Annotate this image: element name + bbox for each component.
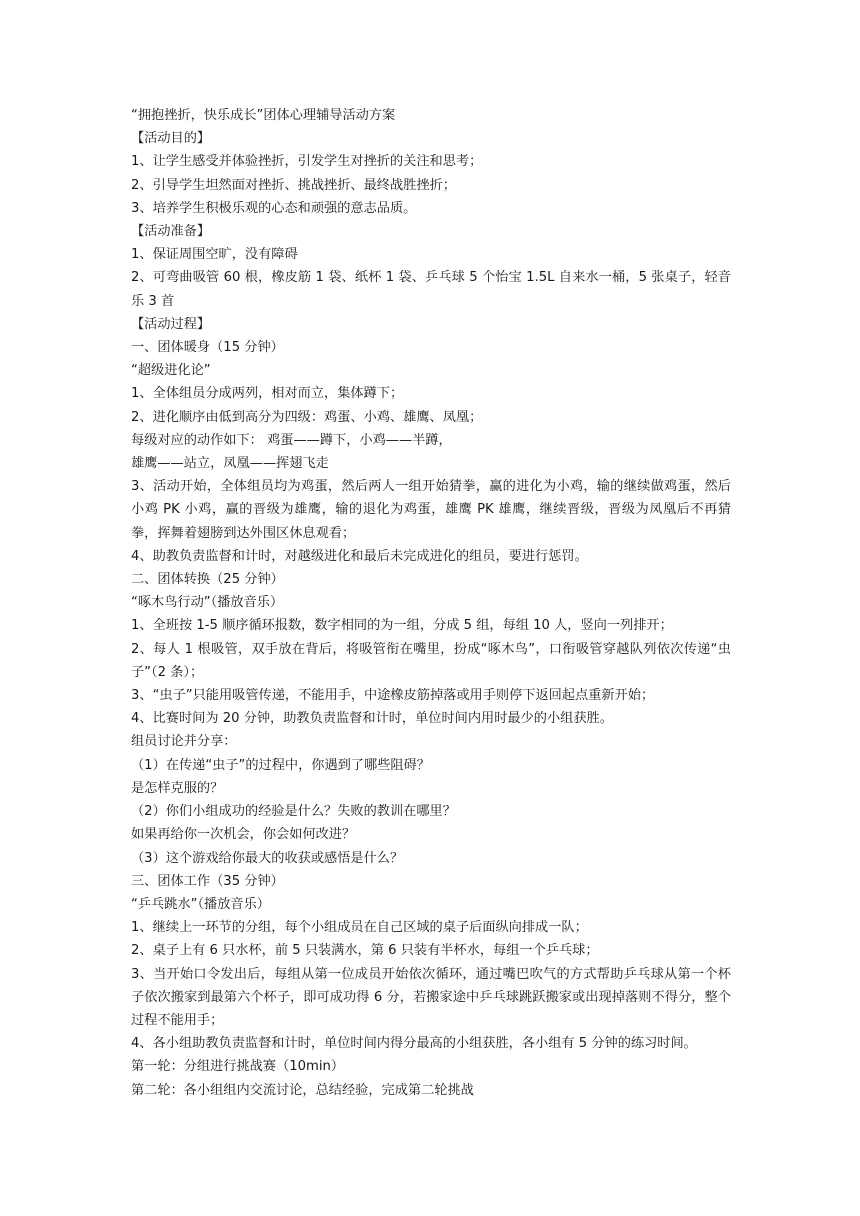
text-line: 组员讨论并分享： <box>131 734 237 750</box>
section-heading-purpose: 【活动目的】 <box>131 131 211 147</box>
text-paragraph: 3、当开始口令发出后，每组从第一位成员开始依次循环，通过嘴巴吹气的方式帮助乒乓球从第一个杯子依次搬家到最第六个杯子，即可成功得 6 分，若搬家途中乒乓球跳跃搬家或出现掉落则不得分，整个过程不能用手； <box>131 966 731 1028</box>
subsection-heading: 三、团体工作（35 分钟） <box>131 873 284 889</box>
text-paragraph: 1、继续上一环节的分组，每个小组成员在自己区域的桌子后面纵向排成一队； <box>131 920 588 936</box>
text-paragraph: 3、活动开始，全体组员均为鸡蛋，然后两人一组开始猜拳，赢的进化为小鸡，输的继续做鸡蛋，然后小鸡 PK 小鸡，赢的晋级为雄鹰，输的退化为鸡蛋，雄鹰 PK 雄鹰，继续晋级，晋级为凤凰后不再猜拳，挥舞着翅膀到达外围区休息观看； <box>131 479 731 541</box>
text-line: 1、全体组员分成两列，相对而立，集体蹲下； <box>131 386 404 402</box>
document-page <box>131 104 731 1102</box>
section-heading-preparation: 【活动准备】 <box>131 224 211 240</box>
document-title: “拥抱挫折，快乐成长”团体心理辅导活动方案 <box>131 108 396 123</box>
text-line: 1、保证周围空旷，没有障碍 <box>131 247 298 263</box>
text-line: （2）你们小组成功的经验是什么？失败的教训在哪里？ <box>131 804 456 820</box>
activity-title: “乒乓跳水”（播放音乐） <box>131 896 270 912</box>
text-line: 每级对应的动作如下： 鸡蛋——蹲下，小鸡——半蹲， <box>131 432 452 448</box>
text-line: 1、让学生感受并体验挫折，引发学生对挫折的关注和思考； <box>131 154 483 170</box>
text-line: 第一轮：分组进行挑战赛（10min） <box>131 1059 345 1075</box>
text-paragraph: 2、桌子上有 6 只水杯，前 5 只装满水，第 6 只装有半杯水，每组一个乒乓球； <box>131 943 599 959</box>
text-line: 3、培养学生积极乐观的心态和顽强的意志品质。 <box>131 200 417 216</box>
text-paragraph: 3、“虫子”只能用吸管传递，不能用手，中途橡皮筋掉落或用手则停下返回起点重新开始； <box>131 688 655 704</box>
text-line: 2、进化顺序由低到高分为四级：鸡蛋、小鸡、雄鹰、凤凰； <box>131 409 483 425</box>
text-line: （3）这个游戏给你最大的收获或感悟是什么？ <box>131 850 404 866</box>
text-line: 如果再给你一次机会，你会如何改进？ <box>131 827 356 843</box>
text-paragraph: 2、每人 1 根吸管，双手放在背后，将吸管衔在嘴里，扮成“啄木鸟”，口衔吸管穿越队列依次传递“虫子”（2 条）； <box>131 641 731 680</box>
text-line: 4、助教负责监督和计时，对越级进化和最后未完成进化的组员，要进行惩罚。 <box>131 548 588 564</box>
section-heading-process: 【活动过程】 <box>131 316 211 332</box>
text-line: 是怎样克服的？ <box>131 780 224 796</box>
text-paragraph: 2、可弯曲吸管 60 根，橡皮筋 1 袋、纸杯 1 袋、乒乓球 5 个怡宝 1.5L 自来水一桶，5 张桌子，轻音乐 3 首 <box>131 270 731 309</box>
text-line: 4、比赛时间为 20 分钟，助教负责监督和计时，单位时间内用时最少的小组获胜。 <box>131 711 613 727</box>
activity-title: “超级进化论” <box>131 363 211 379</box>
text-paragraph: 1、全班按 1-5 顺序循环报数，数字相同的为一组，分成 5 组，每组 10 人，竖向一列排开； <box>131 618 673 634</box>
subsection-heading: 二、团体转换（25 分钟） <box>131 572 284 588</box>
subsection-heading: 一、团体暖身（15 分钟） <box>131 340 284 356</box>
text-line: 雄鹰——站立，凤凰——挥翅飞走 <box>131 456 329 472</box>
text-paragraph: 4、各小组助教负责监督和计时，单位时间内得分最高的小组获胜，各小组有 5 分钟的练习时间。 <box>131 1036 697 1052</box>
text-line: （1）在传递“虫子”的过程中，你遇到了哪些阻碍？ <box>131 757 430 773</box>
text-line: 第二轮：各小组组内交流讨论，总结经验，完成第二轮挑战 <box>131 1082 474 1098</box>
activity-title: “啄木鸟行动”（播放音乐） <box>131 595 284 611</box>
text-line: 2、引导学生坦然面对挫折、挑战挫折、最终战胜挫折； <box>131 177 456 193</box>
